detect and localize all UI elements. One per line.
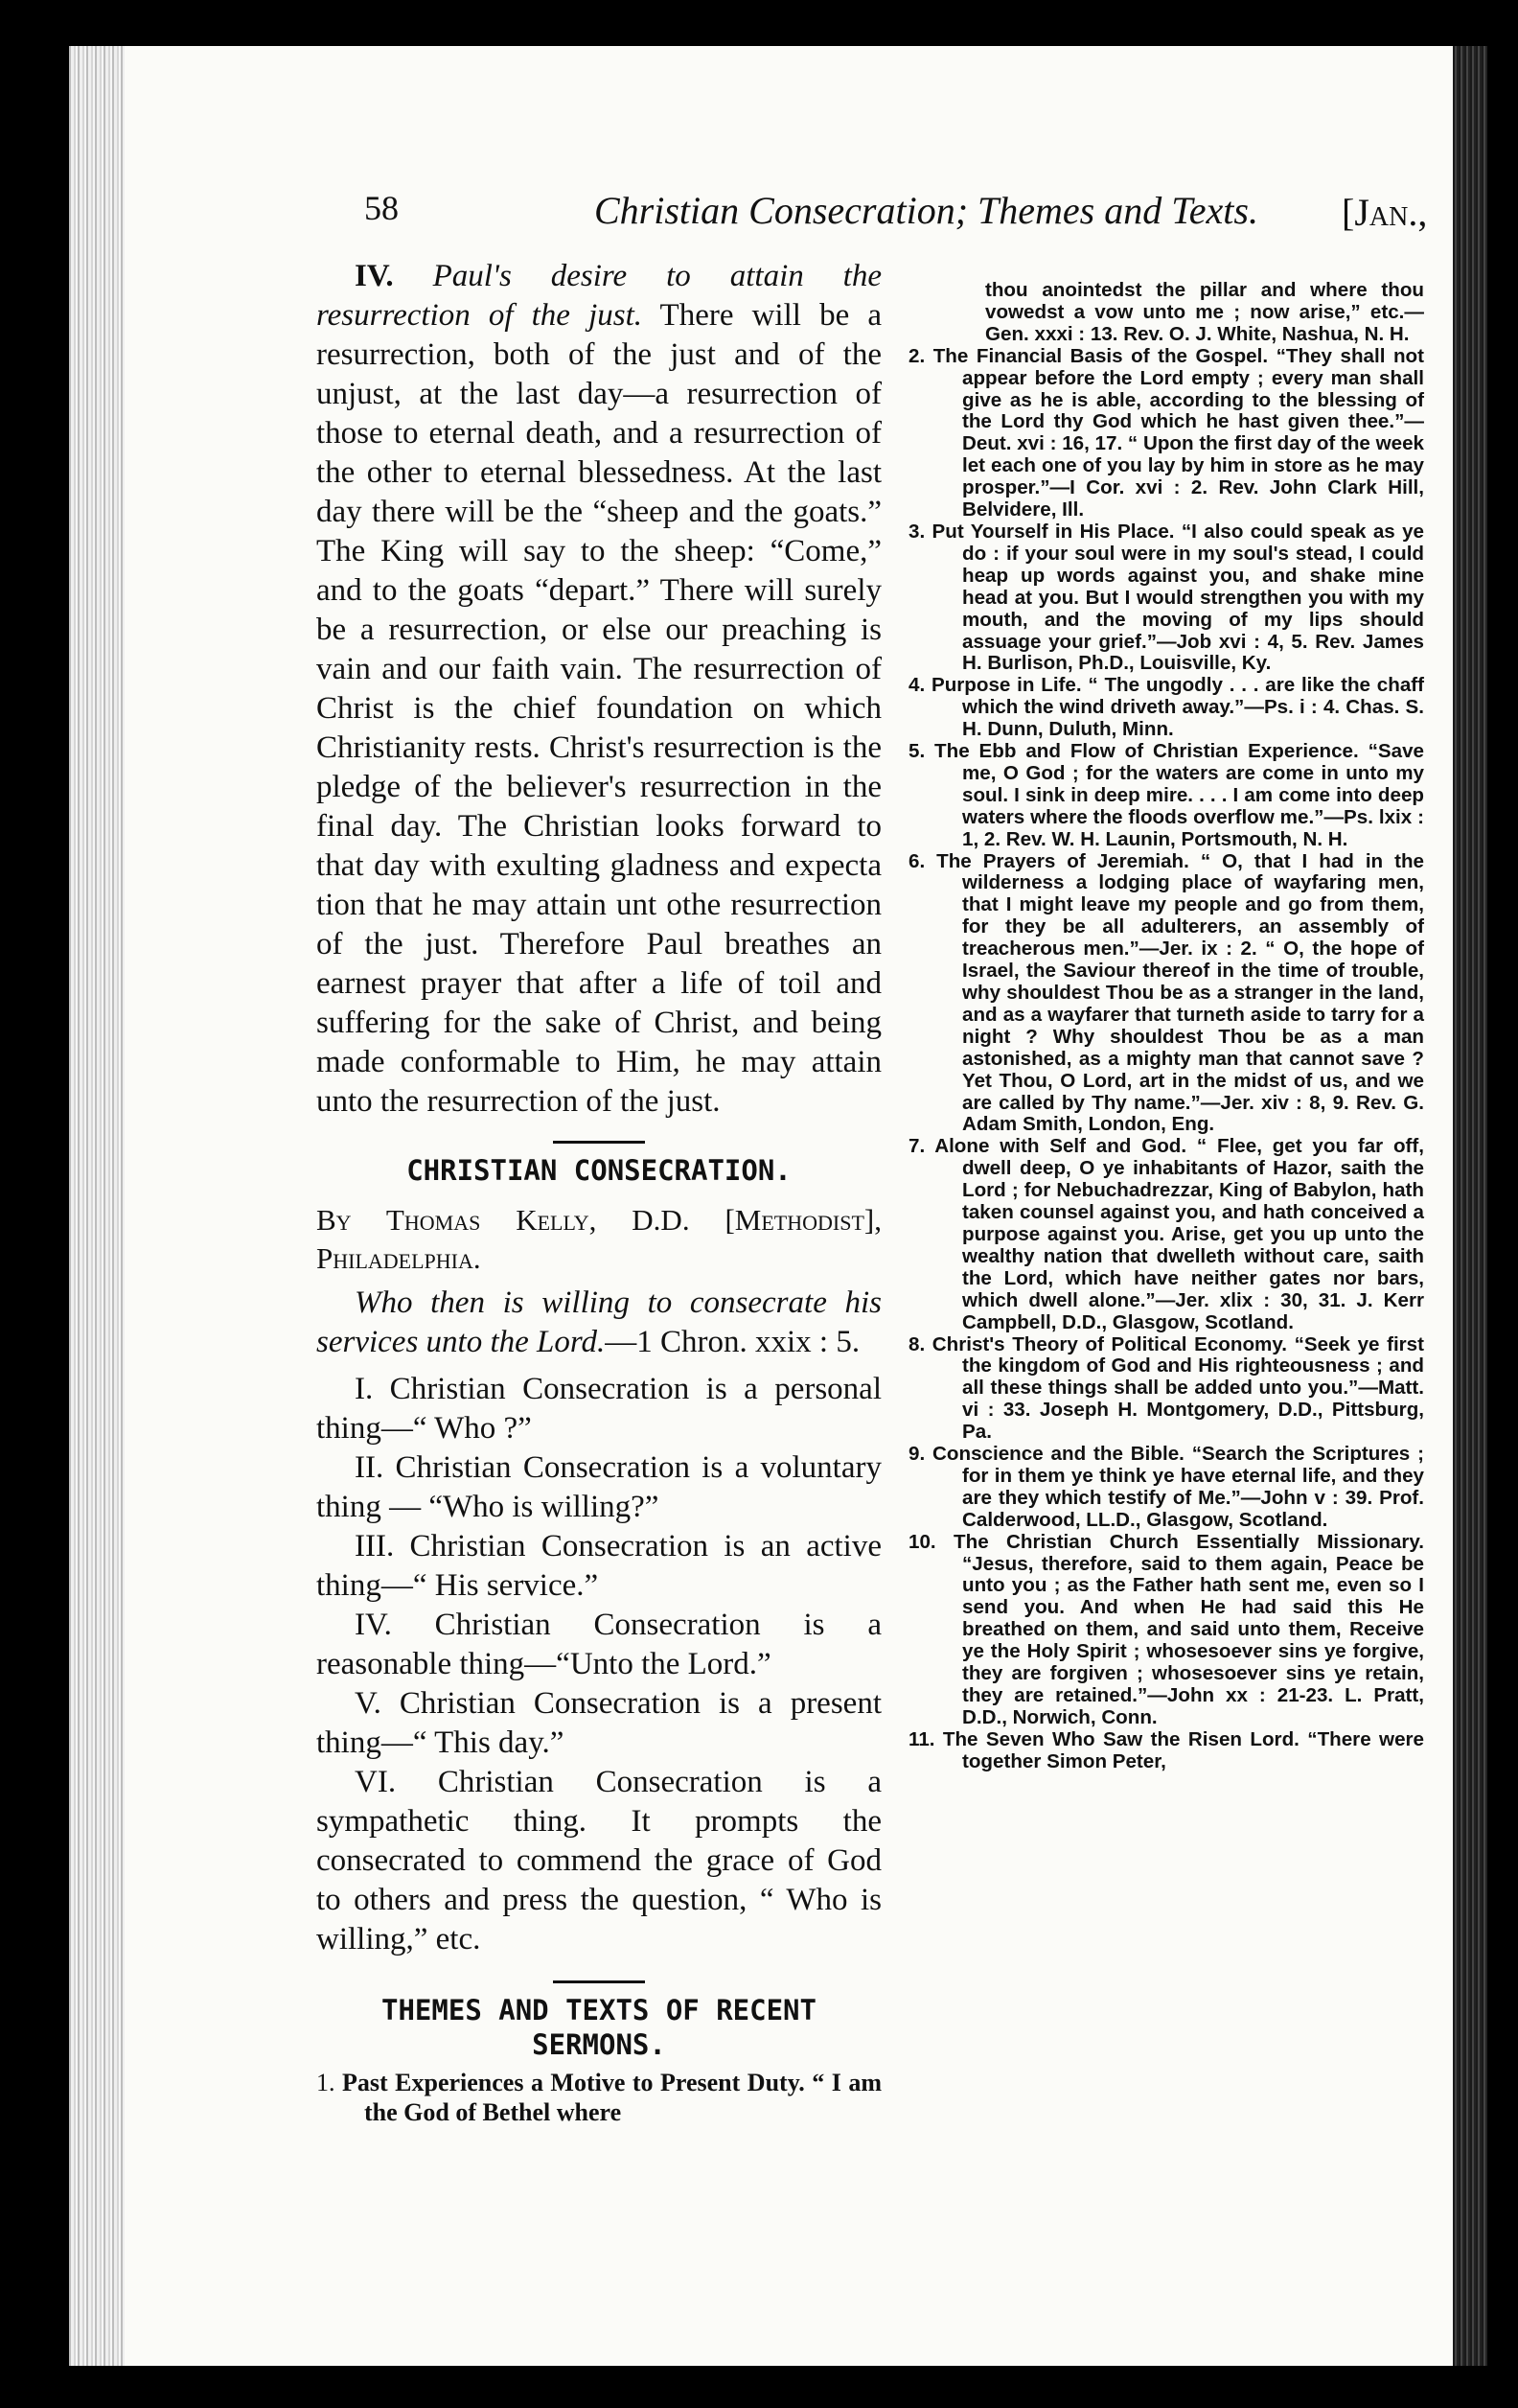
theme-item-2: 2. The Financial Basis of the Gospel. “They shall not appear before the Lord empty ; every man shall give as he is able, according to the blessing of the Lord thy God which he hast given thee.”—Deut. xvi : 16, 17. “ Upon the first day of the week let each one of you lay by him in store as he may prosper.”—I Cor. xvi : 2. Rev. John Clark Hill, Belvidere, Ill. — [908, 344, 1424, 521]
section-iv-numeral: IV. — [355, 259, 433, 293]
theme-1-title: Past Experiences a Motive to Present Duty. — [342, 2069, 805, 2096]
left-column — [316, 257, 882, 2127]
theme-1-text: “ I am the God of Bethel where — [364, 2069, 883, 2126]
running-header — [364, 188, 1476, 245]
point-4: IV. Christian Consecration is a reasonable thing—“Unto the Lord.” — [316, 1608, 882, 1681]
theme-1-continuation: thou anointedst the pillar and where thou vowedst a vow unto me ; now arise,” etc.—Gen. xxxi : 13. Rev. O. J. White, Nashua, N. H. — [985, 279, 1424, 345]
sermon-text-ref: —1 Chron. xxix : 5. — [605, 1325, 861, 1359]
point-2: II. Christian Consecration is a voluntary thing — “Who is willing?” — [316, 1450, 882, 1524]
theme-1-number: 1. — [316, 2069, 342, 2096]
section-iv-paragraph — [316, 257, 882, 1122]
theme-item-4: 4. Purpose in Life. “ The ungodly . . . are like the chaff which the wind driveth away.”—Ps. i : 4. Chas. S. H. Dunn, Duluth, Minn. — [908, 674, 1424, 741]
point-3: III. Christian Consecration is an active thing—“ His service.” — [316, 1529, 882, 1603]
themes-heading: THEMES AND TEXTS OF RECENT SERMONS. — [381, 1994, 816, 2061]
point-5: V. Christian Consecration is a present thing—“ This day.” — [316, 1686, 882, 1760]
theme-item-9: 9. Conscience and the Bible. “Search the Scriptures ; for in them ye think ye have eternal life, and they are they which testify of Me.”—John v : 39. Prof. Calderwood, LL.D., Glasgow, Scotland. — [908, 1443, 1424, 1531]
theme-item-11: 11. The Seven Who Saw the Risen Lord. “There were together Simon Peter, — [908, 1727, 1424, 1772]
section-divider-2 — [553, 1980, 645, 1983]
consecration-heading: CHRISTIAN CONSECRATION. — [406, 1154, 792, 1187]
theme-item-1 — [316, 2068, 882, 2127]
section-iv-body: There will be a resurrection, both of the just and of the unjust, at the last day—a resurrection of those to eternal death, and a resurrection of the other to eternal blessedness. At the last day there will be the “sheep and the goats.” The King will say to the sheep: “Come,” and to the goats “depart.” There will surely be a resurrection, or else our preaching is vain and our faith vain. The resurrection of Christ is the chief foundation on which Christianity rests. Christ's resurrection is the pledge of the believer's resurrection in the final day. The Christian looks forward to that day with exulting gladness and expecta tion that he may attain unt othe resurrection of the just. Therefore Paul breathes an earnest prayer that after a life of toil and suffering for the sake of Christ, and being made conformable to Him, he may attain unto the resurrection of the just. — [316, 298, 882, 1119]
page-edge-left — [69, 46, 125, 2366]
section-divider — [553, 1141, 645, 1144]
theme-item-10: 10. The Christian Church Essentially Missionary. “Jesus, therefore, said to them again, Peace be unto you ; as the Father hath sent me, even so I send you. And when He had said this He breathed on them, and said unto them, Receive ye the Holy Spirit ; whosesoever sins ye forgive, they are forgiven ; whosesoever sins ye retain, they are retained.”—John xx : 21-23. L. Pratt, D.D., Norwich, Conn. — [908, 1530, 1424, 1728]
theme-item-7: 7. Alone with Self and God. “ Flee, get you far off, dwell deep, O ye inhabitants of Hazor, saith the Lord ; for Nebuchadrezzar, King of Babylon, hath taken counsel against you, and hath conceived a purpose against you. Arise, get you up unto the wealthy nation that dwelleth without care, saith the Lord, which have neither gates nor bars, which dwell alone.”—Jer. xlix : 30, 31. J. Kerr Campbell, D.D., Glasgow, Scotland. — [908, 1135, 1424, 1333]
page-number: 58 — [364, 189, 399, 227]
right-column — [908, 280, 1424, 1773]
sermon-text — [316, 1284, 882, 1362]
theme-item-8: 8. Christ's Theory of Political Economy. “Seek ye first the kingdom of God and His righteousness ; and all these things shall be added unto you.”—Matt. vi : 33. Joseph H. Montgomery, D.D., Pittsburg, Pa. — [908, 1332, 1424, 1444]
point-1: I. Christian Consecration is a personal thing—“ Who ?” — [316, 1372, 882, 1446]
themes-list — [316, 2068, 882, 2127]
sermon-text-italic: Who then is willing to consecrate his services unto the Lord. — [316, 1285, 882, 1359]
sermon-byline: By Thomas Kelly, D.D. [Methodist], Philadelphia. — [316, 1203, 882, 1275]
theme-item-6: 6. The Prayers of Jeremiah. “ O, that I had in the wilderness a lodging place of wayfaring men, that I might leave my people and go from them, for they be all adulterers, an assembly of treacherous men.”—Jer. ix : 2. “ O, the hope of Israel, the Saviour thereof in the time of trouble, why shouldest Thou be as a stranger in the land, and as a wayfarer that turneth aside to tarry for a night ? Why shouldest Thou be as a man astonished, as a mighty man that cannot save ? Yet Thou, O Lord, art in the midst of us, and we are called by Thy name.”—Jer. xiv : 8, 9. Rev. G. Adam Smith, London, Eng. — [908, 849, 1424, 1136]
theme-item-5: 5. The Ebb and Flow of Christian Experience. “Save me, O God ; for the waters are come in unto my soul. I sink in deep mire. . . . I am come into deep waters where the floods overflow me.”—Ps. lxix : 1, 2. Rev. W. H. Launin, Portsmouth, N. H. — [908, 740, 1424, 850]
theme-item-3: 3. Put Yourself in His Place. “I also could speak as ye do : if your soul were in my soul's stead, I could heap up words against you, and shake mine head at you. But I would strengthen you with my mouth, and the moving of my lips should assuage your grief.”—Job xvi : 4, 5. Rev. James H. Burlison, Ph.D., Louisville, Ky. — [908, 520, 1424, 675]
month-label: [Jan., — [1342, 191, 1428, 234]
section-iv-heading: Paul's desire to attain the resurrection of the just. — [316, 259, 882, 333]
point-6: VI. Christian Consecration is a sympathetic thing. It prompts the consecrated to commend the grace of God to others and press the question, “ Who is willing,” etc. — [316, 1765, 882, 1956]
page-edge-right — [1453, 46, 1487, 2366]
running-title: Christian Consecration; Themes and Texts. — [594, 189, 1258, 232]
